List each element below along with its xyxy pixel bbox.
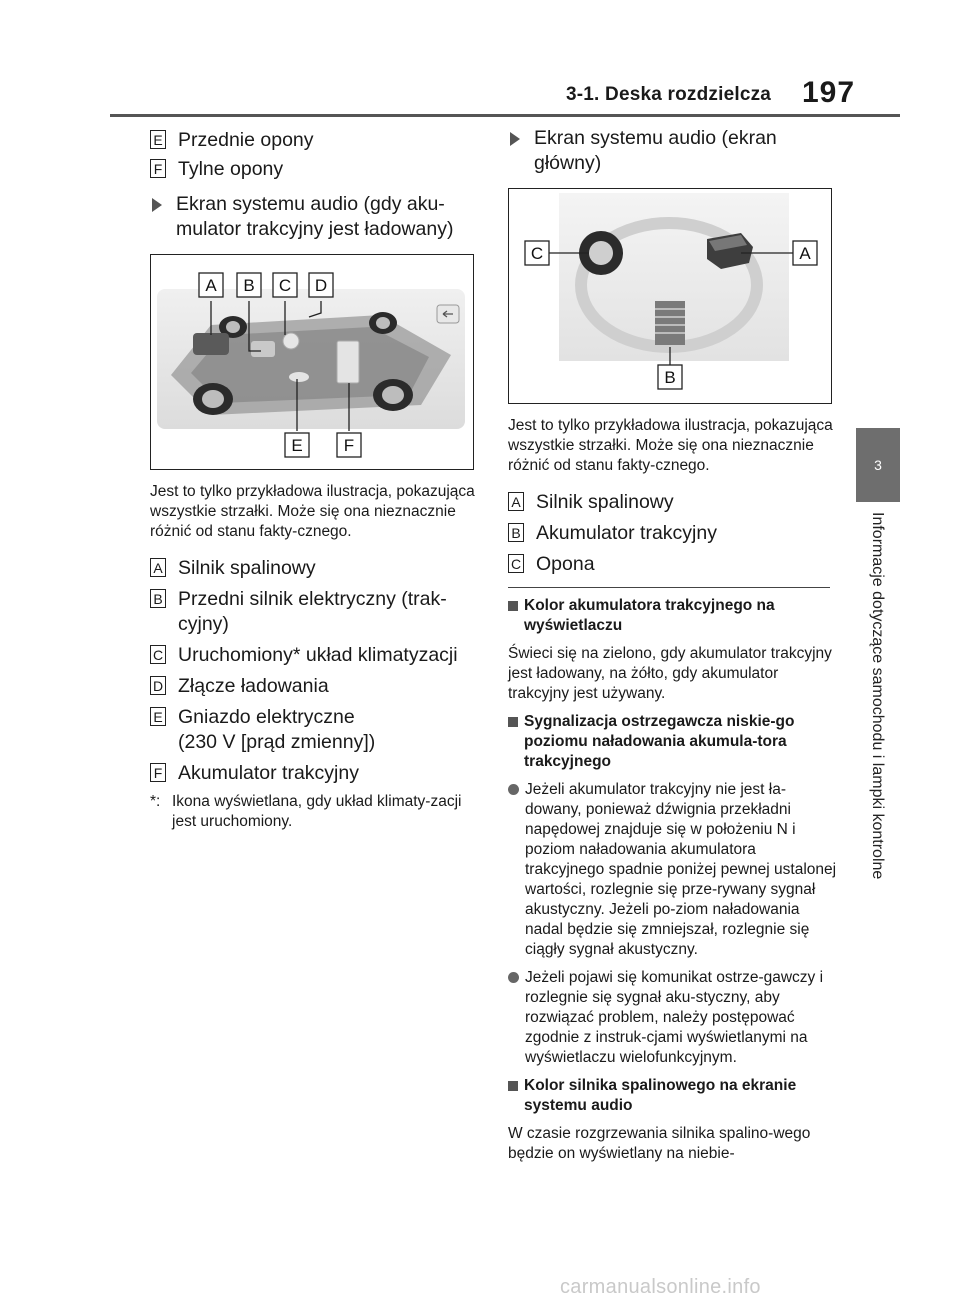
legend-text: Akumulator trakcyjny bbox=[536, 522, 717, 544]
energy-illustration bbox=[509, 189, 829, 401]
wheel-icon bbox=[193, 383, 233, 415]
page-number: 197 bbox=[802, 76, 856, 109]
subheading bbox=[508, 126, 838, 176]
bullet-item bbox=[508, 780, 838, 960]
key-badge: E bbox=[150, 130, 166, 149]
key-badge: A bbox=[508, 492, 524, 511]
battery-icon bbox=[655, 301, 685, 345]
legend-text: Gniazdo elektryczne (230 V [prąd zmienny]) bbox=[178, 706, 376, 753]
legend-item bbox=[150, 643, 480, 668]
car-illustration bbox=[151, 255, 471, 467]
key-badge: B bbox=[150, 589, 166, 608]
legend-text: Uruchomiony* układ klimatyzacji bbox=[178, 644, 458, 666]
triangle-bullet-icon bbox=[510, 132, 520, 146]
key-badge: E bbox=[150, 707, 166, 726]
triangle-bullet-icon bbox=[152, 198, 162, 212]
battery-icon bbox=[337, 341, 359, 383]
socket-icon bbox=[289, 372, 309, 382]
legend-item bbox=[150, 587, 480, 637]
figure-label: D bbox=[314, 276, 328, 295]
square-bullet-icon bbox=[508, 1081, 518, 1091]
figure-label: B bbox=[243, 276, 255, 295]
legend-item bbox=[150, 674, 480, 699]
section-heading-text: Kolor akumulatora trakcyjnego na wyświetlaczu bbox=[524, 597, 775, 634]
legend-text: Silnik spalinowy bbox=[178, 557, 316, 579]
legend-item bbox=[508, 552, 838, 577]
figure-label: B bbox=[664, 368, 676, 387]
section-heading-text: Sygnalizacja ostrzegawcza niskie-go poziomu naładowania akumula-tora trakcyjnego bbox=[524, 713, 795, 770]
footnote bbox=[150, 792, 480, 832]
figure-energy-monitor bbox=[508, 188, 832, 404]
legend-text: Przedni silnik elektryczny (trak-cyjny) bbox=[178, 588, 447, 635]
legend-item bbox=[150, 761, 480, 786]
legend-text: Złącze ładowania bbox=[178, 675, 329, 697]
figure-label: E bbox=[291, 436, 303, 455]
figure-caption: Jest to tylko przykładowa ilustracja, pokazująca wszystkie strzałki. Może się ona nieznacznie różnić od stanu fakty-cznego. bbox=[150, 483, 475, 540]
legend-text: Akumulator trakcyjny bbox=[178, 762, 359, 784]
circle-bullet-icon bbox=[508, 972, 519, 983]
paragraph: Świeci się na zielono, gdy akumulator trakcyjny jest ładowany, na żółto, gdy akumulator trakcyjny jest używany. bbox=[508, 645, 832, 702]
chapter-number: 3 bbox=[874, 457, 882, 473]
paragraph: W czasie rozgrzewania silnika spalino-wego będzie on wyświetlany na niebie- bbox=[508, 1125, 811, 1162]
engine-icon bbox=[193, 333, 229, 355]
key-badge: F bbox=[150, 159, 166, 178]
footnote-mark: *: bbox=[150, 793, 161, 810]
left-column bbox=[150, 128, 480, 832]
legend-text: Silnik spalinowy bbox=[536, 491, 674, 513]
legend-text: Tylne opony bbox=[178, 158, 284, 180]
legend-item bbox=[150, 128, 480, 153]
figure-car-diagram bbox=[150, 254, 474, 470]
chapter-title-vertical bbox=[868, 512, 890, 932]
section-heading bbox=[508, 1076, 838, 1116]
legend-item bbox=[508, 490, 838, 515]
subheading-text: Ekran systemu audio (ekran główny) bbox=[534, 127, 777, 174]
wheel-icon bbox=[369, 312, 397, 334]
bullet-text: Jeżeli pojawi się komunikat ostrze-gawczy i rozlegnie się sygnał aku-styczny, aby rozwiązać problem, należy postępować zgodnie z instruk-cjami wyświetlanymi na wyświetlaczu wielofunkcyjnym. bbox=[525, 969, 824, 1066]
motor-icon bbox=[251, 341, 275, 357]
circle-bullet-icon bbox=[508, 784, 519, 795]
chapter-tab bbox=[856, 428, 900, 502]
key-badge: B bbox=[508, 523, 524, 542]
key-badge: C bbox=[150, 645, 166, 664]
figure-label: A bbox=[205, 276, 217, 295]
key-badge: C bbox=[508, 554, 524, 573]
legend-item bbox=[508, 521, 838, 546]
bullet-item bbox=[508, 968, 838, 1068]
section-heading bbox=[508, 712, 838, 772]
bullet-text: Jeżeli akumulator trakcyjny nie jest ła-dowany, ponieważ dźwignia przekładni napędowej znajduje się w położeniu N i poziom naładowania akumulatora trakcyjnego spadnie poniżej pewnej ustalonej wartości, rozlegnie się prze-rywany sygnał akustyczny. Jeżeli po-ziom naładowania nadal będzie się zmniejszał, rozlegnie się ciągły sygnał akustyczny. bbox=[525, 781, 837, 958]
legend-text: Przednie opony bbox=[178, 129, 314, 151]
square-bullet-icon bbox=[508, 601, 518, 611]
section-title: 3-1. Deska rozdzielcza bbox=[566, 84, 772, 105]
chapter-title: Informacje dotyczące samochodu i lampki kontrolne bbox=[869, 512, 886, 880]
figure-label: C bbox=[530, 244, 544, 263]
subheading bbox=[150, 192, 480, 242]
watermark: carmanualsonline.info bbox=[560, 1276, 761, 1298]
footnote-text: Ikona wyświetlana, gdy układ klimaty-zacji jest uruchomiony. bbox=[172, 793, 462, 830]
figure-label: F bbox=[343, 436, 355, 455]
figure-caption: Jest to tylko przykładowa ilustracja, pokazująca wszystkie strzałki. Może się ona nieznacznie różnić od stanu fakty-cznego. bbox=[508, 417, 833, 474]
section-heading bbox=[508, 596, 838, 636]
legend-item bbox=[150, 556, 480, 581]
wheel-icon bbox=[373, 379, 413, 411]
key-badge: A bbox=[150, 558, 166, 577]
key-badge: D bbox=[150, 676, 166, 695]
square-bullet-icon bbox=[508, 717, 518, 727]
right-column bbox=[508, 126, 838, 1172]
legend-text: Opona bbox=[536, 553, 595, 575]
section-heading-text: Kolor silnika spalinowego na ekranie systemu audio bbox=[524, 1077, 797, 1114]
header-rule bbox=[110, 114, 900, 117]
figure-label: C bbox=[278, 276, 292, 295]
section-divider bbox=[508, 587, 830, 588]
subheading-text: Ekran systemu audio (gdy aku- mulator trakcyjny jest ładowany) bbox=[176, 193, 454, 240]
figure-label: A bbox=[799, 244, 811, 263]
fan-icon bbox=[283, 333, 299, 349]
key-badge: F bbox=[150, 763, 166, 782]
legend-item bbox=[150, 157, 480, 182]
legend-item bbox=[150, 705, 480, 755]
